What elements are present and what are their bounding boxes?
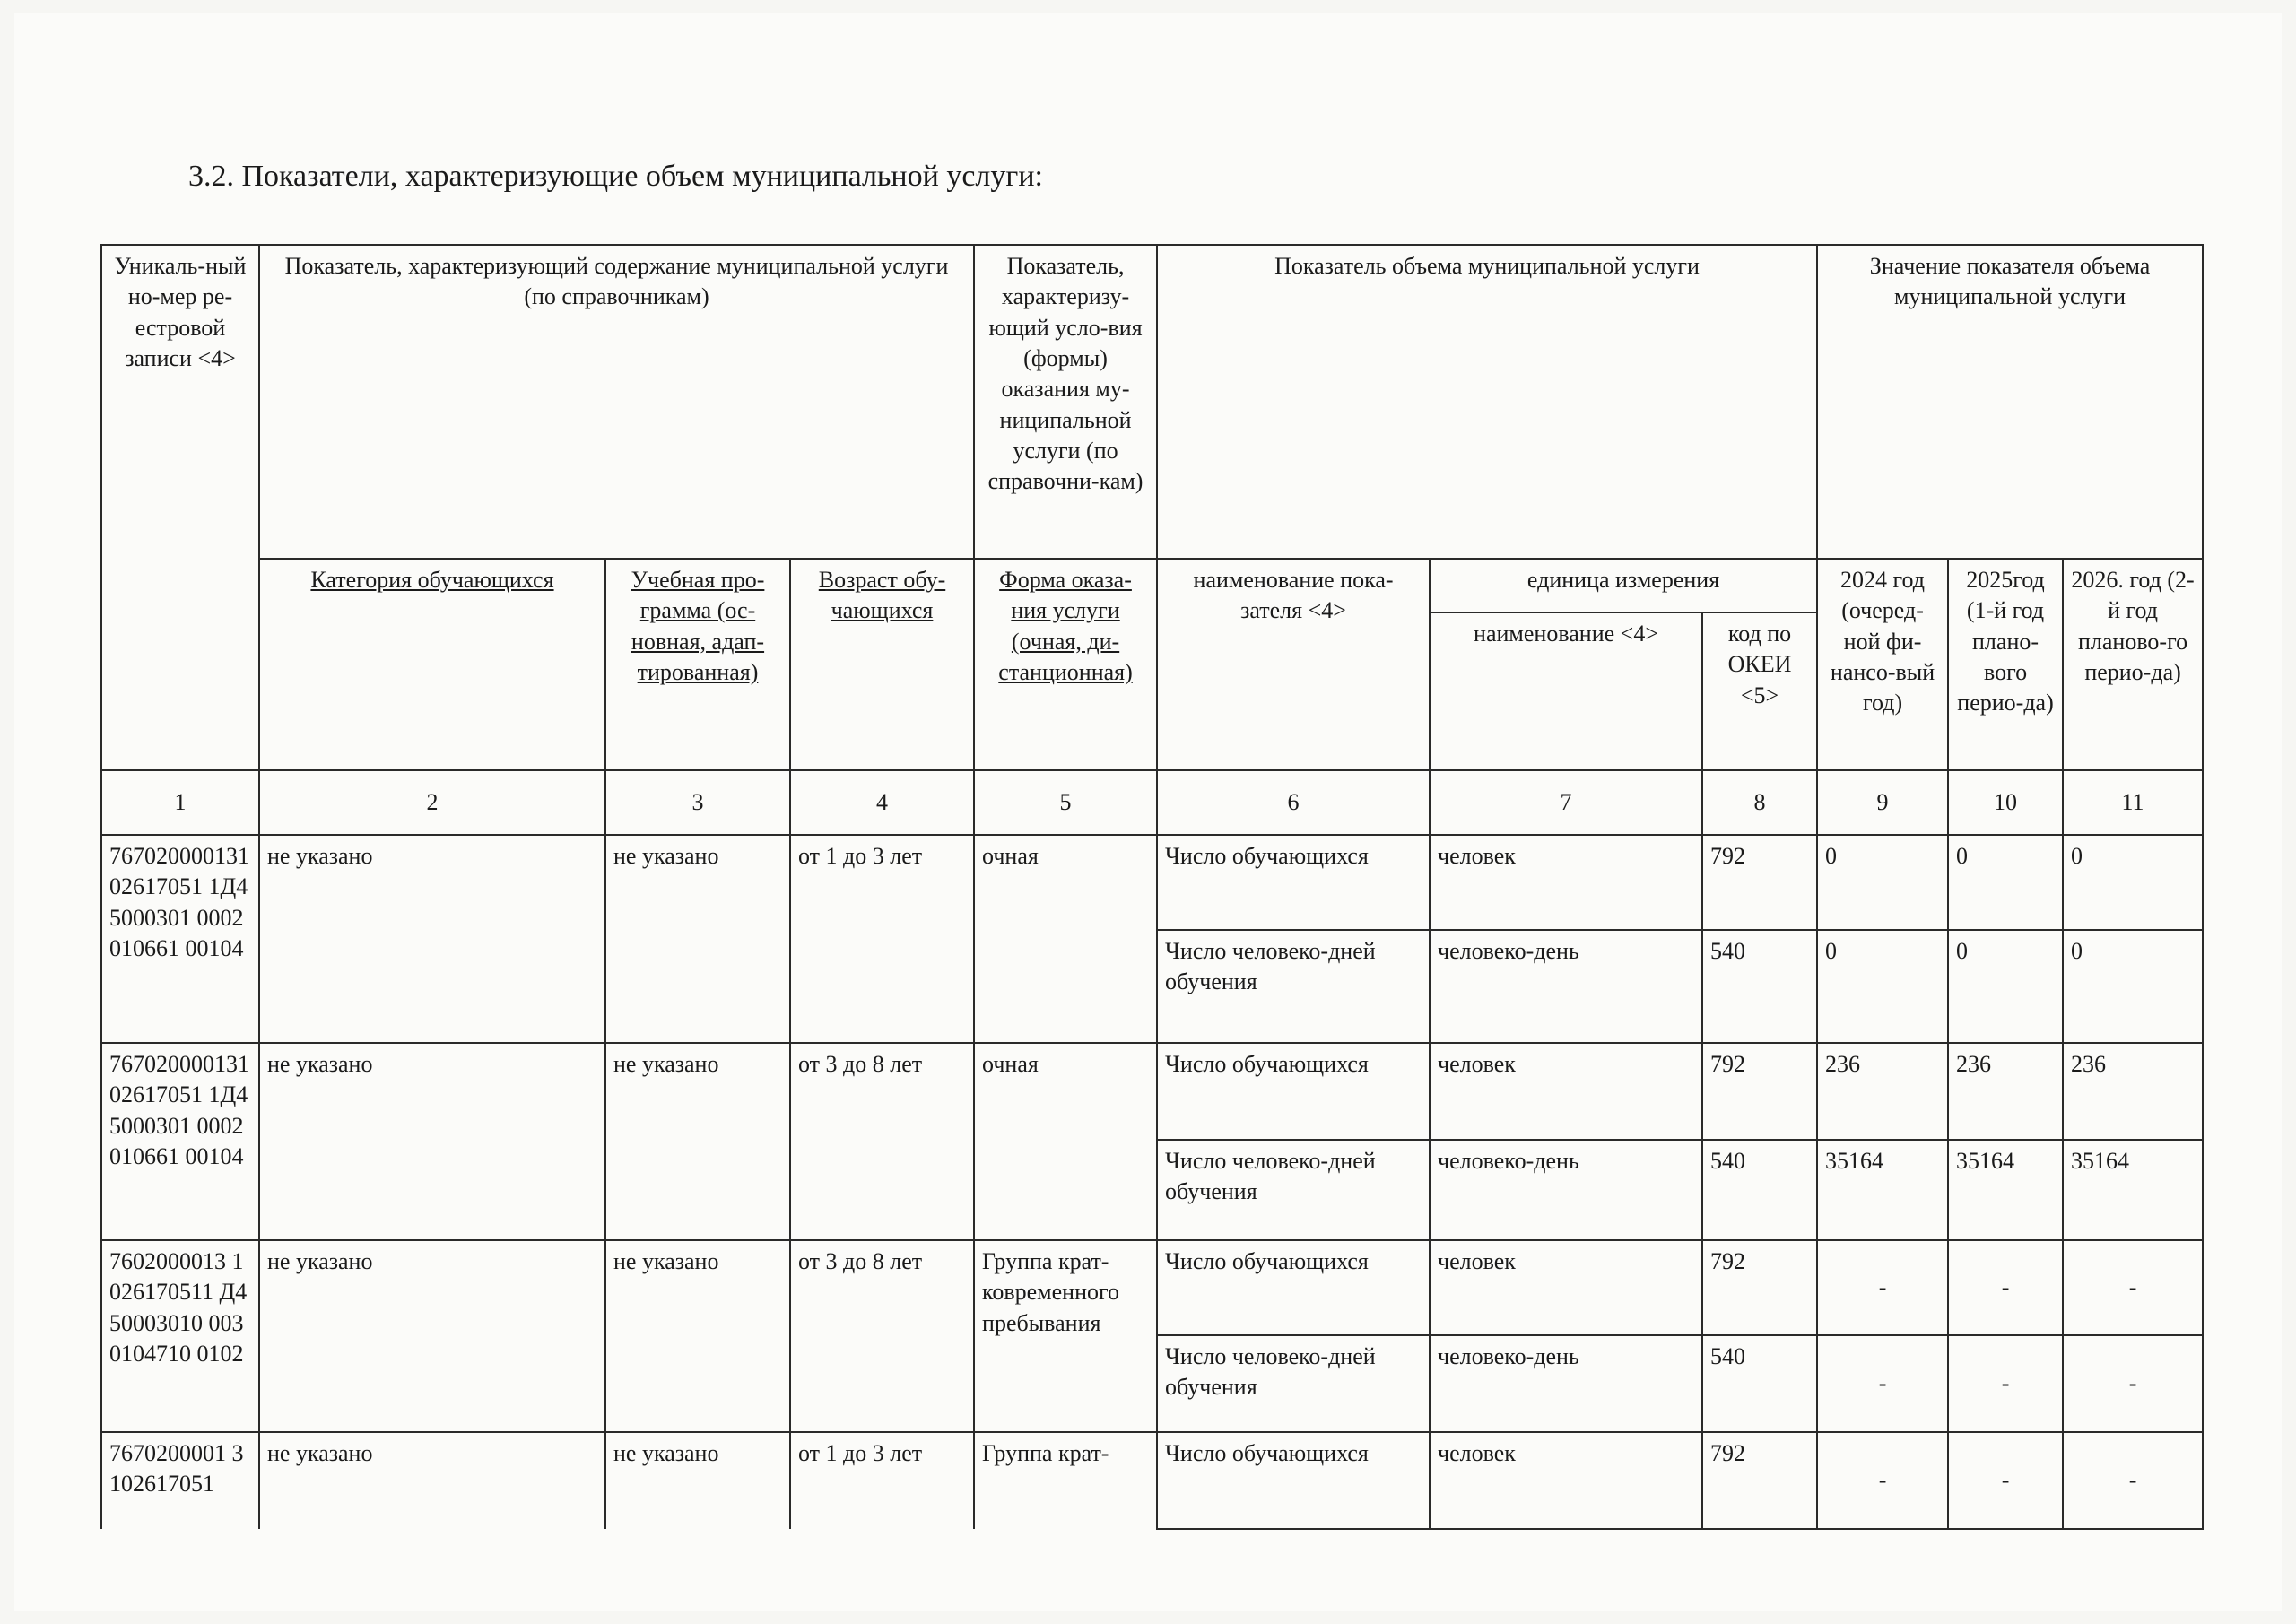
- registry-code: 7602000013 1026170511 Д450003010 0030104710 0102: [101, 1240, 259, 1432]
- col-number-10: 10: [1948, 770, 2063, 835]
- registry-code: 76702000013102617051 1Д45000301 0002010661 00104: [101, 1043, 259, 1240]
- value-2026-cell: -: [2063, 1432, 2203, 1529]
- col-number-5: 5: [974, 770, 1157, 835]
- value-2025-cell: -: [1948, 1240, 2063, 1335]
- form-cell: Группа крат-: [974, 1432, 1157, 1529]
- value-2026-cell: -: [2063, 1240, 2203, 1335]
- value-2024-cell: -: [1817, 1335, 1948, 1432]
- okei-cell: 540: [1702, 1140, 1817, 1240]
- value-2024-cell: 236: [1817, 1043, 1948, 1140]
- table-row: [101, 1240, 2203, 1335]
- value-2026-cell: -: [2063, 1335, 2203, 1432]
- header-category: Категория обучающихся: [259, 559, 605, 770]
- header-unit-name: наименование <4>: [1430, 612, 1702, 770]
- value-2026-cell: 0: [2063, 835, 2203, 930]
- header-year-2026: 2026. год (2-й год планово-го перио-да): [2063, 559, 2203, 770]
- okei-cell: 792: [1702, 835, 1817, 930]
- header-volume-value: Значение показателя объема муниципальной услуги: [1817, 245, 2203, 559]
- indicator-name-cell: Число человеко-дней обучения: [1157, 1140, 1430, 1240]
- registry-code: 7670200001 3102617051: [101, 1432, 259, 1529]
- registry-code: 76702000013102617051 1Д45000301 0002010661 00104: [101, 835, 259, 1043]
- header-content-indicator: Показатель, характеризующий содержание муниципальной услуги (по справочникам): [259, 245, 974, 559]
- program-cell: не указано: [605, 1043, 790, 1240]
- value-2025-cell: -: [1948, 1335, 2063, 1432]
- header-condition-indicator: Показатель, характеризу-ющий усло-вия (формы) оказания му-ниципальной услуги (по справочни-кам): [974, 245, 1157, 559]
- unit-name-cell: человеко-день: [1430, 1335, 1702, 1432]
- header-age: Возраст обу-чающихся: [790, 559, 974, 770]
- form-cell: очная: [974, 1043, 1157, 1240]
- value-2026-cell: 35164: [2063, 1140, 2203, 1240]
- header-indicator-name: наименование пока-зателя <4>: [1157, 559, 1430, 770]
- col-number-7: 7: [1430, 770, 1702, 835]
- header-form: Форма оказа-ния услуги (очная, ди-станционная): [974, 559, 1157, 770]
- category-cell: не указано: [259, 1432, 605, 1529]
- unit-name-cell: человек: [1430, 1432, 1702, 1529]
- indicator-name-cell: Число обучающихся: [1157, 1432, 1430, 1529]
- header-unit: единица измерения: [1430, 559, 1817, 612]
- value-2025-cell: -: [1948, 1432, 2063, 1529]
- age-cell: от 1 до 3 лет: [790, 1432, 974, 1529]
- age-cell: от 3 до 8 лет: [790, 1240, 974, 1432]
- program-cell: не указано: [605, 1432, 790, 1529]
- table-row: [101, 835, 2203, 930]
- value-2024-cell: -: [1817, 1432, 1948, 1529]
- value-2024-cell: 0: [1817, 835, 1948, 930]
- value-2026-cell: 236: [2063, 1043, 2203, 1140]
- table-row: [101, 1043, 2203, 1140]
- col-number-4: 4: [790, 770, 974, 835]
- col-number-8: 8: [1702, 770, 1817, 835]
- category-cell: не указано: [259, 1043, 605, 1240]
- header-okei: код по ОКЕИ <5>: [1702, 612, 1817, 770]
- okei-cell: 540: [1702, 930, 1817, 1043]
- header-year-2024: 2024 год (очеред-ной фи-нансо-вый год): [1817, 559, 1948, 770]
- category-cell: не указано: [259, 1240, 605, 1432]
- volume-indicators-table: [100, 244, 2204, 1530]
- table-row: [101, 1432, 2203, 1529]
- unit-name-cell: человеко-день: [1430, 1140, 1702, 1240]
- col-number-6: 6: [1157, 770, 1430, 835]
- value-2024-cell: -: [1817, 1240, 1948, 1335]
- col-number-1: 1: [101, 770, 259, 835]
- okei-cell: 792: [1702, 1240, 1817, 1335]
- value-2025-cell: 0: [1948, 835, 2063, 930]
- value-2025-cell: 35164: [1948, 1140, 2063, 1240]
- section-heading: 3.2. Показатели, характеризующие объем муниципальной услуги:: [188, 160, 1043, 193]
- okei-cell: 792: [1702, 1043, 1817, 1140]
- unit-name-cell: человеко-день: [1430, 930, 1702, 1043]
- col-number-9: 9: [1817, 770, 1948, 835]
- header-volume-indicator: Показатель объема муниципальной услуги: [1157, 245, 1817, 559]
- unit-name-cell: человек: [1430, 835, 1702, 930]
- okei-cell: 540: [1702, 1335, 1817, 1432]
- indicator-name-cell: Число обучающихся: [1157, 1240, 1430, 1335]
- okei-cell: 792: [1702, 1432, 1817, 1529]
- unit-name-cell: человек: [1430, 1240, 1702, 1335]
- category-cell: не указано: [259, 835, 605, 1043]
- value-2024-cell: 35164: [1817, 1140, 1948, 1240]
- indicator-name-cell: Число обучающихся: [1157, 1043, 1430, 1140]
- value-2025-cell: 0: [1948, 930, 2063, 1043]
- age-cell: от 1 до 3 лет: [790, 835, 974, 1043]
- program-cell: не указано: [605, 835, 790, 1043]
- age-cell: от 3 до 8 лет: [790, 1043, 974, 1240]
- indicator-name-cell: Число обучающихся: [1157, 835, 1430, 930]
- program-cell: не указано: [605, 1240, 790, 1432]
- header-unique-number: Уникаль-ный но-мер ре-естровой записи <4>: [101, 245, 259, 770]
- value-2026-cell: 0: [2063, 930, 2203, 1043]
- indicator-name-cell: Число человеко-дней обучения: [1157, 1335, 1430, 1432]
- unit-name-cell: человек: [1430, 1043, 1702, 1140]
- form-cell: очная: [974, 835, 1157, 1043]
- value-2025-cell: 236: [1948, 1043, 2063, 1140]
- header-program: Учебная про-грамма (ос-новная, адап-тированная): [605, 559, 790, 770]
- col-number-2: 2: [259, 770, 605, 835]
- header-year-2025: 2025год (1-й год плано-вого перио-да): [1948, 559, 2063, 770]
- col-number-11: 11: [2063, 770, 2203, 835]
- indicator-name-cell: Число человеко-дней обучения: [1157, 930, 1430, 1043]
- col-number-3: 3: [605, 770, 790, 835]
- value-2024-cell: 0: [1817, 930, 1948, 1043]
- form-cell: Группа крат-ковременного пребывания: [974, 1240, 1157, 1432]
